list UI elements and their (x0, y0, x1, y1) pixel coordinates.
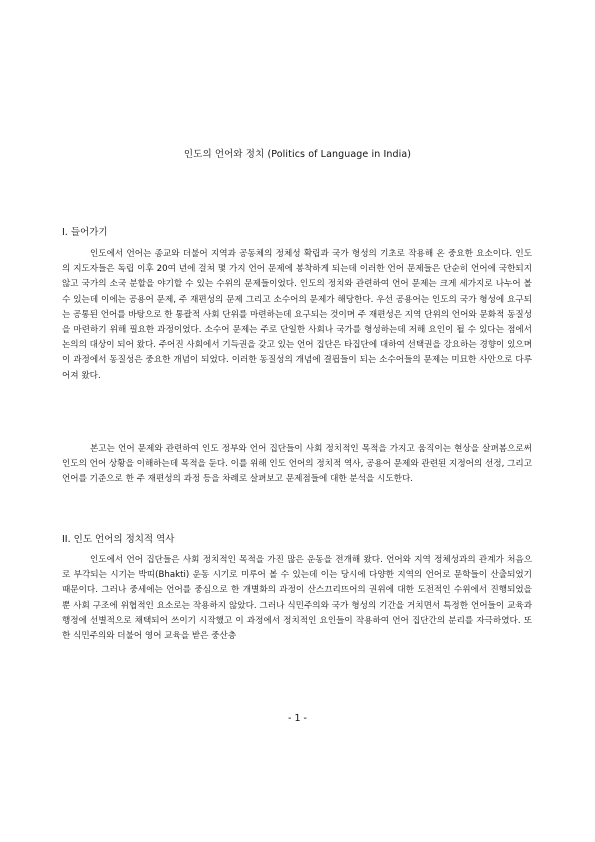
paragraph-text: 인도에서 언어 집단들은 사회 정치적인 목적을 가진 많은 운동을 전개해 왔다. 언어와 지역 정체성과의 관계가 처음으로 부각되는 시기는 박띠(Bhakti) 운동 시기로 미루어 볼 수 있는데 이는 당시에 다양한 지역의 언어로 문학들이 산출되었기 때문이다. 그러나 중세에는 언어를 중심으로 한 개별화의 과정이 산스끄리뜨어의 권위에 대한 도전적인 수위에서 진행되었을 뿐 사회 구조에 위협적인 요소로는 작용하지 않았다. 그러나 식민주의와 국가 형성의 기간을 거치면서 특정한 언어들이 교육과 행정에 선별적으로 채택되어 쓰이기 시작했고 이 과정에서 정치적인 요인들이 작용하여 언어 집단간의 분리를 자극하였다. 또한 식민주의와 더불어 영어 교육을 받은 중산층 (62, 555, 532, 642)
document-title: 인도의 언어와 정치 (Politics of Language in India) (183, 149, 412, 160)
body-paragraph (62, 442, 532, 488)
section-heading-political-history: II. 인도 언어의 정치적 역사 (62, 534, 175, 545)
paragraph-text: 인도에서 언어는 종교와 더불어 지역과 공동체의 정체성 확립과 국가 형성의 기초로 작용해 온 중요한 요소이다. 인도의 지도자들은 독립 이후 20여 년에 걸쳐 몇 가지 언어 문제에 봉착하게 되는데 이러한 언어 문제들은 단순히 언어에 국한되지 않고 국가의 소국 분할을 야기할 수 있는 수위의 문제들이었다. 인도의 정치와 관련하여 언어 문제는 크게 세가지로 나누어 볼 수 있는데 이에는 공용어 문제, 주 재편성의 문제 그리고 소수어의 문제가 해당한다. 우선 공용어는 인도의 국가 형성에 요구되는 공통된 언어를 바탕으로 한 통괄적 사회 단위를 마련하는데 요구되는 것이며 주 재편성은 지역 단위의 언어와 문화적 동질성을 마련하기 위해 필요한 과정이었다. 소수어 문제는 주로 단일한 사회나 국가를 형성하는데 저해 요인이 될 수 있다는 점에서 논의의 대상이 되어 왔다. 주어진 사회에서 기득권을 갖고 있는 언어 집단은 타집단에 대하여 선택권을 강요하는 경향이 있으며 이 과정에서 동질성은 중요한 개념이 되었다. 이러한 동질성의 개념에 결핍들이 되는 소수어들의 문제는 미묘한 사안으로 다루어져 왔다. (62, 249, 532, 381)
body-paragraph (62, 553, 532, 644)
body-paragraph (62, 247, 532, 384)
section-heading-introduction: I. 들어가기 (62, 227, 108, 238)
paragraph-text: 본고는 언어 문제와 관련하여 인도 정부와 언어 집단들이 사회 정치적인 목적을 가지고 움직이는 현상을 살펴봄으로써 인도의 언어 상황을 이해하는데 목적을 둔다. 이를 위해 인도 언어의 정치적 역사, 공용어 문제와 관련된 지정어의 선정, 그리고 언어를 기준으로 한 주 재편성의 과정 등을 차례로 살펴보고 문제점들에 대한 분석을 시도한다. (62, 444, 532, 485)
page-number: - 1 - (288, 713, 307, 724)
